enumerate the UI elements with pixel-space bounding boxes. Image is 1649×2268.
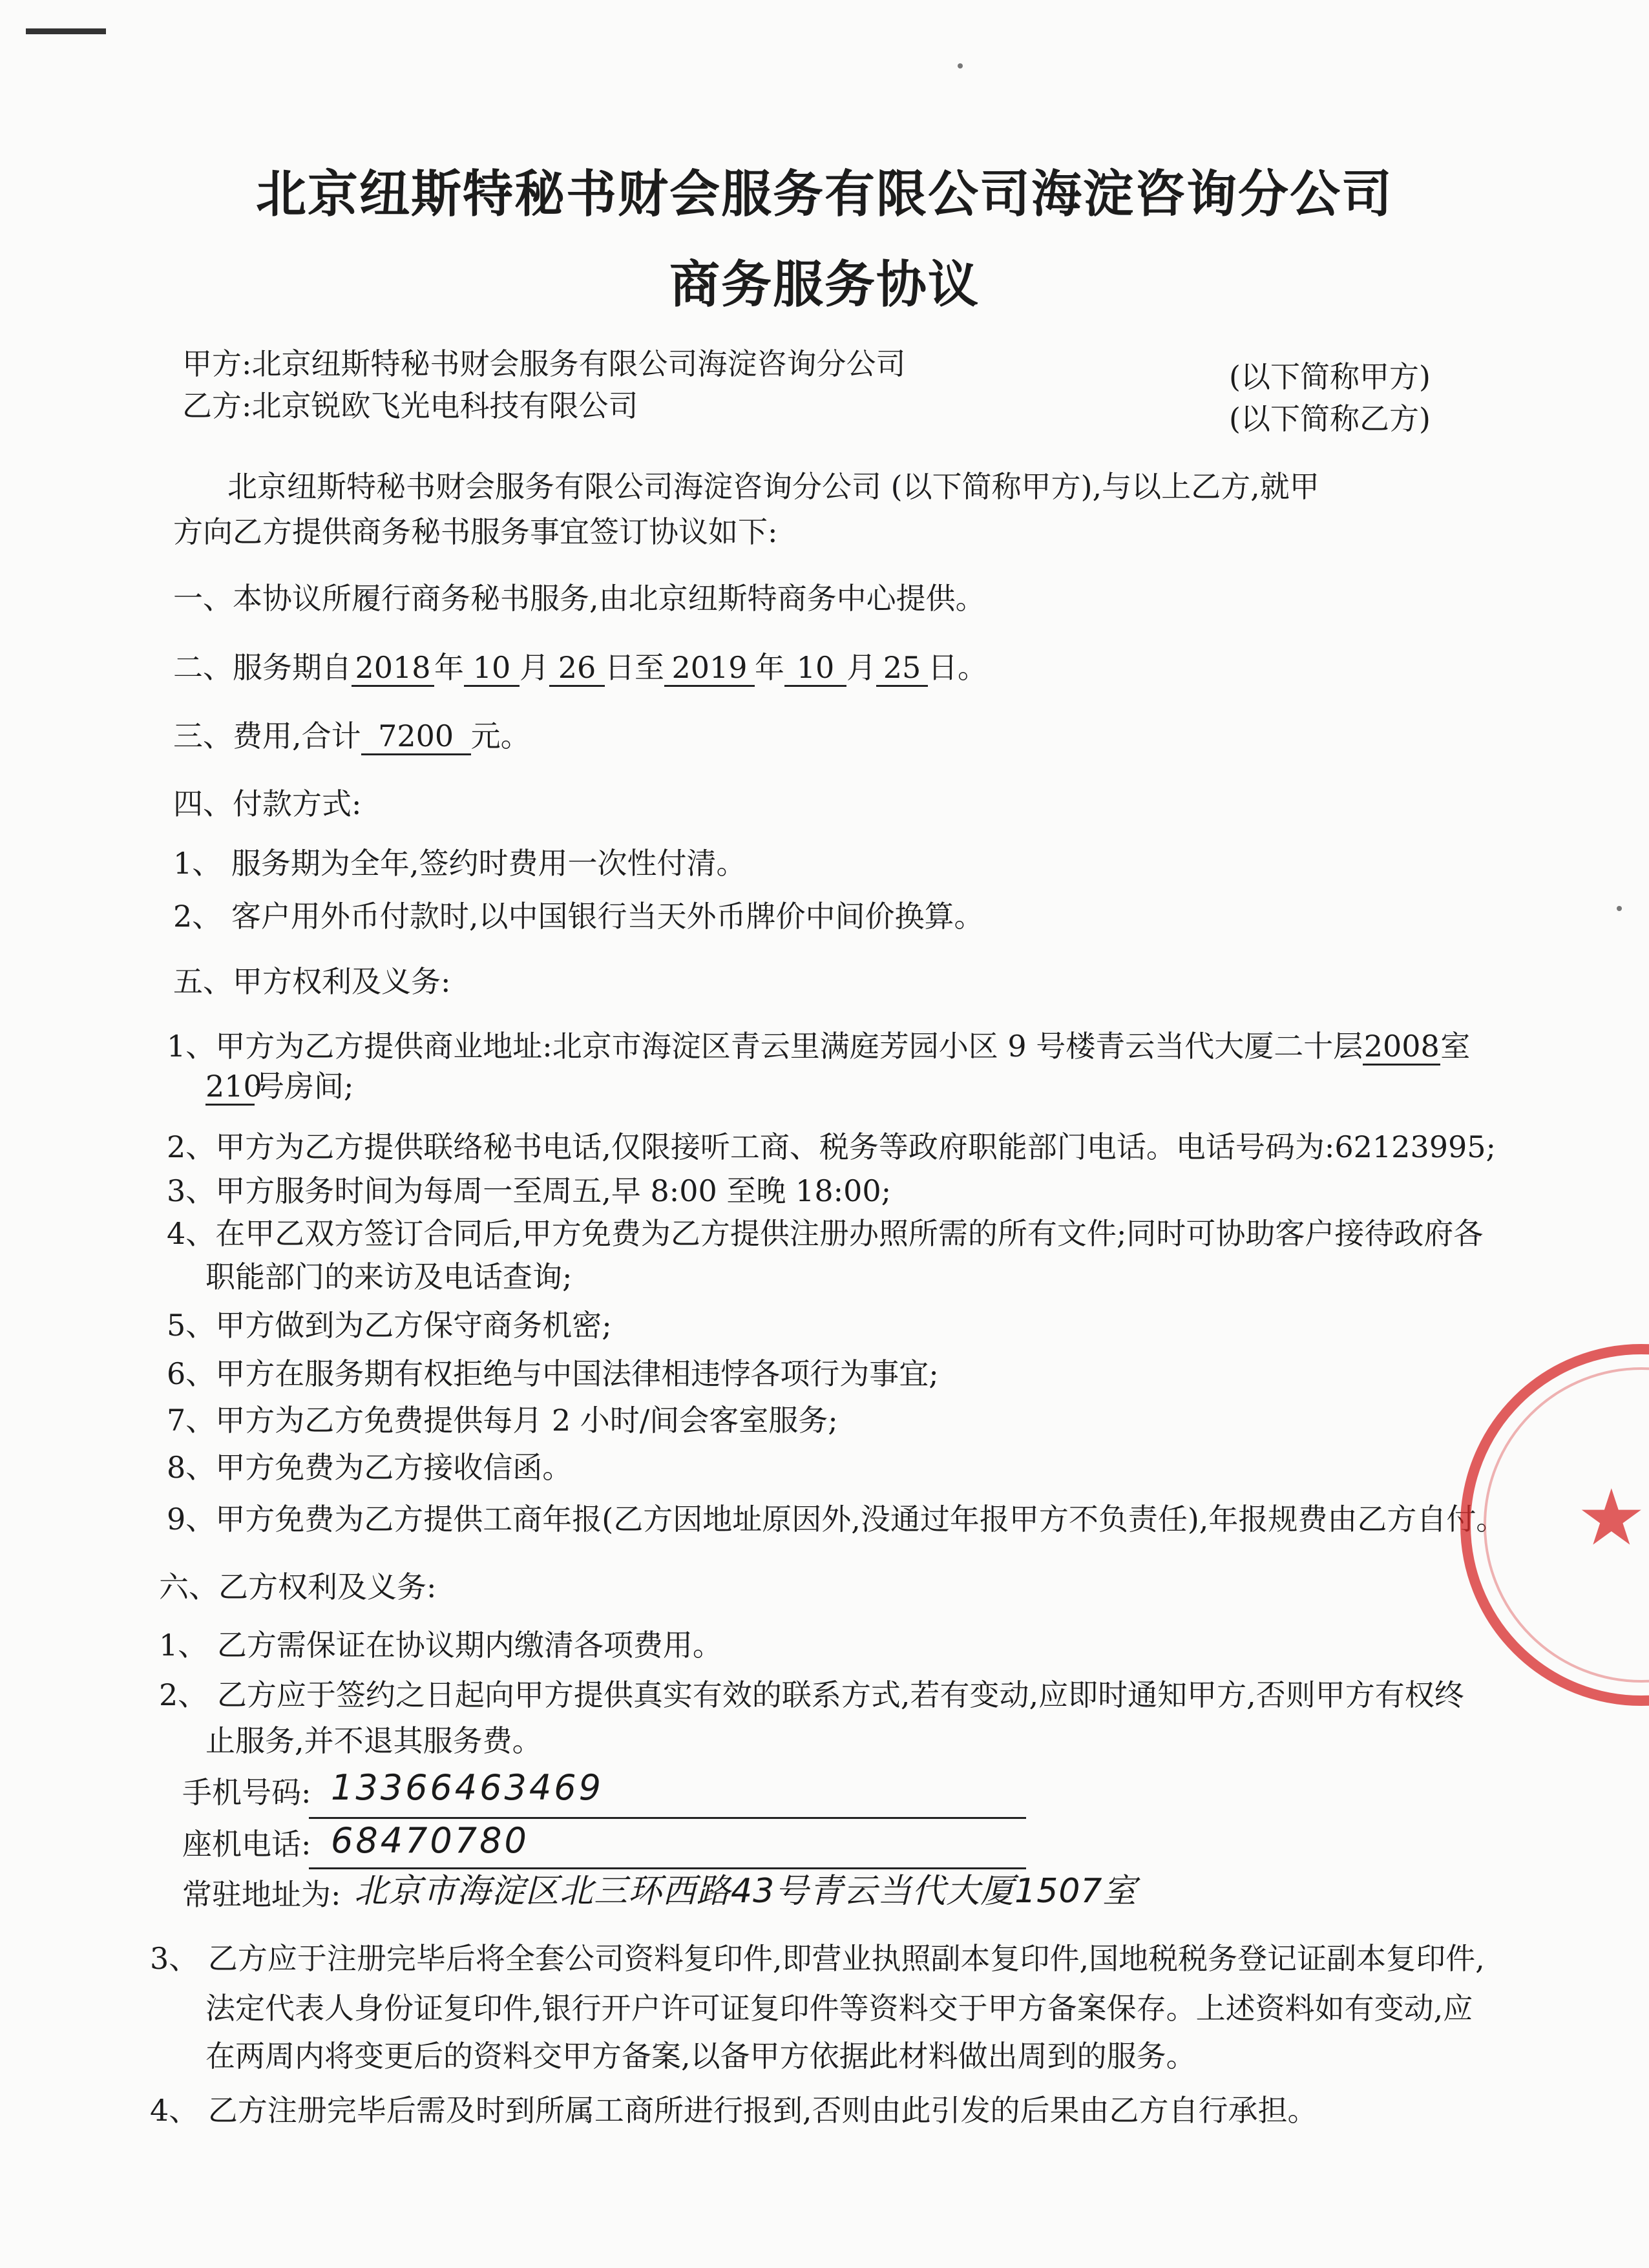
clause-3 bbox=[173, 719, 530, 755]
section-5-item-7: 7、甲方为乙方免费提供每月 2 小时/间会客室服务; bbox=[167, 1403, 838, 1438]
section-6-item-2b: 止服务,并不退其服务费。 bbox=[205, 1723, 542, 1758]
section-4-item-1: 1、 服务期为全年,签约时费用一次性付清。 bbox=[173, 846, 746, 881]
section-5-item-5: 5、甲方做到为乙方保守商务机密; bbox=[167, 1308, 612, 1343]
end-day: 25 bbox=[876, 651, 928, 687]
mobile-underline bbox=[309, 1817, 1026, 1819]
fee-amount: 7200 bbox=[361, 719, 471, 755]
clause-3-prefix: 三、费用,合计 bbox=[173, 719, 361, 753]
section-6-item-3b: 法定代表人身份证复印件,银行开户许可证复印件等资料交于甲方备案保存。上述资料如有变动,应 bbox=[205, 1991, 1473, 2026]
address-label: 常驻地址为: bbox=[182, 1877, 341, 1912]
room-suffix: 210 bbox=[205, 1069, 255, 1106]
fee-unit: 元。 bbox=[470, 719, 530, 753]
landline-value: 68470780 bbox=[331, 1820, 529, 1861]
party-b-name: 北京锐欧飞光电科技有限公司 bbox=[251, 388, 638, 423]
year-word: 年 bbox=[434, 650, 464, 685]
intro-line-2: 方向乙方提供商务秘书服务事宜签订协议如下: bbox=[173, 514, 778, 549]
scan-speck bbox=[958, 63, 963, 68]
start-day: 26 bbox=[549, 651, 605, 687]
section-6-item-1: 1、 乙方需保证在协议期内缴清各项费用。 bbox=[159, 1628, 722, 1663]
section-6-heading: 六、乙方权利及义务: bbox=[159, 1570, 437, 1604]
room-word: 室 bbox=[1440, 1029, 1471, 1064]
document-title: 北京纽斯特秘书财会服务有限公司海淀咨询分公司 bbox=[255, 165, 1393, 224]
corner-mark bbox=[26, 28, 106, 34]
document-subtitle: 商务服务协议 bbox=[669, 255, 980, 314]
section-5-item-1 bbox=[167, 1029, 1470, 1066]
section-4-item-2: 2、 客户用外币付款时,以中国银行当天外币牌价中间价换算。 bbox=[173, 899, 984, 934]
month-word: 月 bbox=[520, 650, 549, 685]
party-b-abbr: (以下简称乙方) bbox=[1229, 401, 1431, 436]
section-6-item-4: 4、 乙方注册完毕后需及时到所属工商所进行报到,否则由此引发的后果由乙方自行承担。 bbox=[150, 2093, 1318, 2128]
party-a-line bbox=[182, 347, 906, 381]
intro-line-1: 北京纽斯特秘书财会服务有限公司海淀咨询分公司 (以下简称甲方),与以上乙方,就甲 bbox=[227, 469, 1319, 504]
party-b-line bbox=[182, 389, 638, 423]
section-6-item-3a: 3、 乙方应于注册完毕后将全套公司资料复印件,即营业执照副本复印件,国地税税务登记证副本复印件, bbox=[150, 1941, 1485, 1976]
section-5-item-4a: 4、在甲乙双方签订合同后,甲方免费为乙方提供注册办照所需的所有文件;同时可协助客户接待政府各 bbox=[167, 1216, 1484, 1251]
item-1-address: 1、甲方为乙方提供商业地址:北京市海淀区青云里满庭芳园小区 9 号楼青云当代大厦二十层 bbox=[167, 1029, 1363, 1064]
month-word-2: 月 bbox=[846, 650, 876, 685]
section-6-item-3c: 在两周内将变更后的资料交甲方备案,以备甲方依据此材料做出周到的服务。 bbox=[205, 2039, 1196, 2074]
mobile-label: 手机号码: bbox=[182, 1775, 311, 1810]
section-6-item-2a: 2、 乙方应于签约之日起向甲方提供真实有效的联系方式,若有变动,应即时通知甲方,否则甲方有权终 bbox=[159, 1677, 1464, 1712]
scan-speck bbox=[1617, 906, 1622, 911]
year-word-2: 年 bbox=[755, 650, 784, 685]
address-value: 北京市海淀区北三环西路43号青云当代大厦1507室 bbox=[354, 1872, 1137, 1911]
start-month: 10 bbox=[464, 651, 520, 687]
section-5-heading: 五、甲方权利及义务: bbox=[173, 964, 451, 999]
landline-underline bbox=[309, 1867, 1026, 1869]
party-a-abbr: (以下简称甲方) bbox=[1229, 359, 1431, 394]
section-5-item-3: 3、甲方服务时间为每周一至周五,早 8:00 至晚 18:00; bbox=[167, 1173, 892, 1208]
section-4-heading: 四、付款方式: bbox=[173, 786, 362, 821]
end-year: 2019 bbox=[664, 651, 755, 687]
party-a-label: 甲方: bbox=[182, 346, 252, 381]
section-5-item-8: 8、甲方免费为乙方接收信函。 bbox=[167, 1450, 572, 1485]
room-number: 2008 bbox=[1363, 1029, 1440, 1066]
section-5-item-4b: 职能部门的来访及电话查询; bbox=[205, 1259, 572, 1294]
party-b-label: 乙方: bbox=[182, 388, 252, 423]
clause-2-prefix: 二、服务期自 bbox=[173, 650, 352, 685]
clause-2 bbox=[173, 651, 987, 687]
end-month: 10 bbox=[784, 651, 846, 687]
seal-star-icon: ★ bbox=[1577, 1473, 1646, 1563]
section-5-item-2: 2、甲方为乙方提供联络秘书电话,仅限接听工商、税务等政府职能部门电话。电话号码为:62123995; bbox=[167, 1129, 1497, 1164]
party-a-name: 北京纽斯特秘书财会服务有限公司海淀咨询分公司 bbox=[251, 346, 906, 381]
mobile-value: 13366463469 bbox=[331, 1767, 604, 1808]
landline-label: 座机电话: bbox=[182, 1827, 311, 1862]
day-to: 日至 bbox=[605, 650, 664, 685]
section-5-item-6: 6、甲方在服务期有权拒绝与中国法律相违悖各项行为事宜; bbox=[167, 1356, 939, 1391]
day-end: 日。 bbox=[928, 650, 987, 685]
start-year: 2018 bbox=[352, 651, 434, 687]
section-5-item-9: 9、甲方免费为乙方提供工商年报(乙方因地址原因外,没通过年报甲方不负责任),年报规费由乙方自付。 bbox=[167, 1502, 1506, 1537]
clause-1: 一、本协议所履行商务秘书服务,由北京纽斯特商务中心提供。 bbox=[173, 581, 985, 616]
section-5-item-1-cont bbox=[205, 1069, 354, 1106]
room-suffix-word: 号房间; bbox=[255, 1069, 354, 1104]
